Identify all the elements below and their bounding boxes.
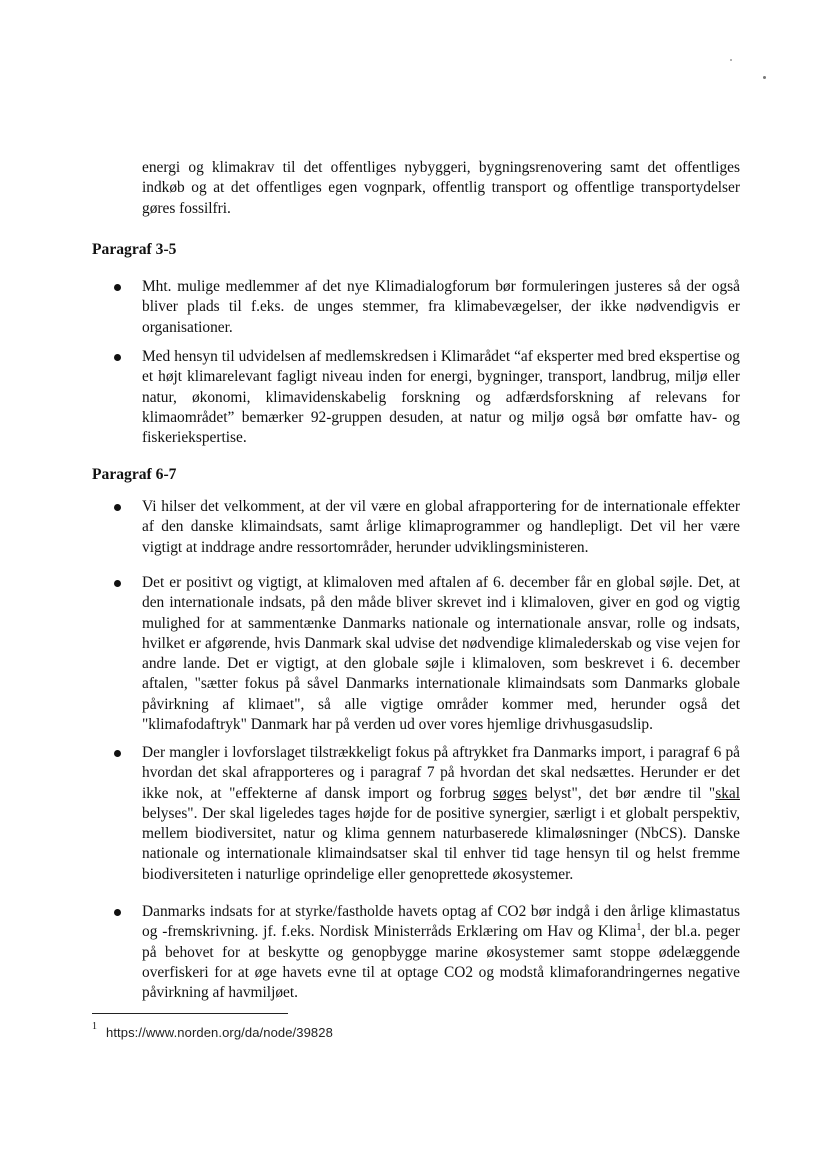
underlined-word: skal: [715, 784, 740, 802]
bullet-paragraph: Vi hilser det velkomment, at der vil være en global afrapportering for de internationale effekter af den danske klimaindsats, samt årlige klimaprogrammer og handlepligt. Det vil her være vigtigt at inddrage andre ressortområder, herunder udviklingsministeren.: [142, 498, 740, 556]
footnote-number: 1: [92, 1021, 97, 1032]
bullet-icon: [114, 580, 121, 587]
scan-speck: [763, 76, 766, 79]
text-run: belyst", det bør ændre til ": [527, 784, 716, 802]
text-run: , der bl.a. peger på behovet for at beskytte og genopbygge marine økosystemer samt stoppe ødelæggende overfiskeri for at øge havets evne til at optage CO2 og modstå klimaforandringernes negative påvirkning af havmiljøet.: [142, 923, 741, 1002]
intro-paragraph: energi og klimakrav til det offentliges nybyggeri, bygningsrenovering samt det offentliges indkøb og at det offentliges egen vognpark, offentlig transport og offentlige transportydelser gøres fossilfri.: [142, 159, 740, 217]
footnote-link[interactable]: https://www.norden.org/da/node/39828: [106, 1025, 333, 1040]
bullet-icon: [114, 284, 121, 291]
text-run: Danmarks indsats for at styrke/fastholde havets optag af CO2 bør indgå i den årlige klimastatus og -fremskrivning. jf. f.eks. Nordisk Ministerråds Erklæring om Hav og Klima: [142, 903, 740, 941]
bullet-paragraph: [142, 743, 740, 885]
bullet-icon: [114, 750, 121, 757]
bullet-paragraph: Det er positivt og vigtigt, at klimaloven med aftalen af 6. december får en global søjle. Det, at den internationale indsats, på den måde bliver skrevet ind i klimaloven, giver en god og vigtig mulighed for at sammentænke Danmarks nationale og internationale ansvar, rolle og indsats, hvilket er afgørende, hvis Danmark skal udvise det nødvendige klimalederskab og vise vejen for andre lande. Det er vigtigt, at den globale søjle i klimaloven, som beskrevet i 6. december aftalen, "sætter fokus på såvel Danmarks internationale klimaindsats som Danmarks globale påvirkning af klimaet", så alle vigtige områder kommer med, herunder også det "klimafodaftryk" Danmark har på verden ud over vores hjemlige drivhusgasudslip.: [142, 574, 740, 734]
section-heading: Paragraf 6-7: [92, 466, 177, 483]
bullet-paragraph: [142, 902, 740, 1003]
scan-speck: [730, 59, 732, 61]
section-heading: Paragraf 3-5: [92, 241, 177, 258]
text-run: Der mangler i lovforslaget tilstrækkeligt fokus på aftrykket fra Danmarks import, i paragraf 6 på hvordan det skal afrapporteres og i paragraf 7 på hvordan det skal nedsættes. Herunder er det ikke nok, at "effekterne af dansk import og forbrug: [142, 744, 740, 802]
text-run: belyses". Der skal ligeledes tages højde for de positive synergier, særligt i et globalt perspektiv, mellem biodiversitet, natur og klima gennem naturbaserede klimaløsninger (NbCS). Danske nationale og internationale klimaindsatser skal til enhver tid tage hensyn til og helst fremme biodiversiteten i naturlige oprindelige eller genoprettede økosystemer.: [142, 804, 740, 883]
footnote-divider: [92, 1013, 288, 1014]
underlined-word: søges: [492, 784, 528, 802]
bullet-paragraph: Mht. mulige medlemmer af det nye Klimadialogforum bør formuleringen justeres så der også bliver plads til f.eks. de unges stemmer, fra klimabevægelser, der ikke nødvendigvis er organisationer.: [142, 278, 740, 336]
bullet-icon: [114, 354, 121, 361]
bullet-icon: [114, 909, 121, 916]
footnote-reference[interactable]: 1: [636, 922, 642, 934]
bullet-paragraph: Med hensyn til udvidelsen af medlemskredsen i Klimarådet “af eksperter med bred ekspertise og et højt klimarelevant fagligt niveau inden for energi, bygninger, transport, landbrug, miljø eller natur, økonomi, klimavidenskabelig forskning og adfærdsforskning af relevans for klimaområdet” bemærker 92-gruppen desuden, at natur og miljø også bør omfatte hav- og fiskeriekspertise.: [142, 348, 740, 447]
bullet-icon: [114, 504, 121, 511]
